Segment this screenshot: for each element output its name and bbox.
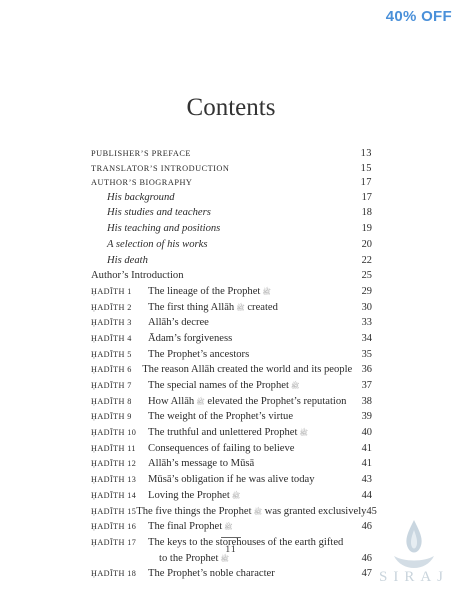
toc-entry [91, 148, 372, 163]
toc-entry-title [148, 568, 350, 579]
toc-entry-title [142, 364, 352, 375]
toc-entry-label: The Prophet’s ancestors [148, 348, 250, 360]
toc-entry-title [91, 207, 350, 218]
toc-entry [91, 474, 372, 490]
salutation-icon: ﷺ [253, 507, 263, 516]
toc-page-number: 25 [361, 270, 372, 282]
toc-entry-label: A selection of his works [107, 238, 208, 250]
hadith-number: ḤADĪTH 15 [91, 506, 137, 516]
salutation-icon: ﷺ [299, 429, 308, 438]
toc-page-number: 39 [361, 411, 372, 423]
hadith-number: ḤADĪTH 1 [91, 286, 132, 296]
toc-entry-title [148, 411, 350, 422]
toc-entry [91, 505, 377, 522]
toc-entry-title [91, 178, 350, 187]
hadith-number: ḤADĪTH 3 [91, 318, 132, 328]
toc-entry-title [148, 396, 350, 408]
hadith-number: ḤADĪTH 7 [91, 381, 132, 391]
toc-entry-title [148, 443, 350, 454]
toc-page-number: 17 [360, 177, 372, 189]
toc-entry [91, 163, 372, 178]
toc-entry-title [91, 239, 350, 250]
toc-entry-label-continued: elevated the Prophet’s reputation [204, 395, 347, 407]
toc-page-number: 17 [361, 191, 372, 203]
toc-entry-title [91, 223, 350, 234]
toc-entry [91, 223, 372, 239]
toc-page-number: 30 [361, 301, 372, 313]
toc-entry [91, 490, 372, 506]
toc-entry [91, 568, 372, 584]
toc-page-number: 35 [361, 348, 372, 360]
toc-entry [91, 286, 372, 302]
hadith-number: ḤADĪTH 18 [91, 569, 137, 579]
toc-page-number: 18 [361, 207, 372, 219]
toc-page-number: 37 [361, 380, 372, 392]
toc-entry-title [148, 380, 350, 392]
hadith-number: ḤADĪTH 4 [91, 333, 132, 343]
toc-entry-title [148, 317, 350, 328]
hadith-number: ḤADĪTH 14 [91, 490, 137, 500]
toc-entry-title [148, 474, 350, 485]
siraj-logo-wordmark: SIRAJ [378, 569, 449, 585]
toc-entry [91, 364, 372, 380]
hadith-number: ḤADĪTH 2 [91, 302, 132, 312]
toc-entry [91, 349, 372, 365]
toc-page-number: 34 [361, 332, 372, 344]
hadith-number: ḤADĪTH 8 [91, 396, 132, 406]
page-number-rule [221, 537, 241, 538]
toc-entry-title [148, 458, 350, 469]
toc-entry-label: The first thing Allāh [148, 301, 235, 313]
toc-page-number: 15 [360, 162, 372, 174]
hadith-number: ḤADĪTH 5 [91, 349, 132, 359]
toc-entry-label: The reason Allāh created the world and its people [142, 364, 353, 376]
hadith-number: ḤADĪTH 9 [91, 412, 132, 422]
salutation-icon: ﷺ [290, 382, 300, 391]
hadith-number: ḤADĪTH 11 [91, 443, 136, 453]
toc-entry [91, 239, 372, 255]
toc-entry-label: PUBLISHER’S PREFACE [91, 149, 191, 158]
toc-page-number: 38 [361, 395, 372, 407]
toc-entry-label: The Prophet’s noble character [148, 568, 275, 580]
toc-entry-label: His background [107, 191, 175, 203]
toc-entry-label: The weight of the Prophet’s virtue [148, 411, 294, 423]
toc-page-number: 22 [361, 254, 372, 266]
salutation-icon: ﷺ [231, 491, 241, 500]
toc-entry-label: Consequences of failing to believe [148, 442, 295, 454]
toc-entry [91, 380, 372, 396]
page-title: Contents [186, 94, 276, 121]
toc-entry-label: AUTHOR’S BIOGRAPHY [91, 178, 193, 188]
discount-badge: 40% OFF [385, 8, 452, 25]
salutation-icon: ﷺ [220, 554, 229, 563]
toc-page-number: 40 [361, 427, 372, 439]
salutation-icon: ﷺ [236, 303, 245, 312]
hadith-number: ḤADĪTH 6 [91, 365, 132, 375]
hadith-number: ḤADĪTH 17 [91, 537, 137, 547]
toc-entry [91, 255, 372, 271]
hadith-number: ḤADĪTH 16 [91, 522, 137, 532]
toc-entry-label: to the Prophet [159, 552, 219, 564]
hadith-number: ḤADĪTH 12 [91, 459, 137, 469]
toc-entry [91, 317, 372, 333]
toc-entry-title [91, 192, 350, 203]
toc-entry-title [91, 270, 350, 281]
toc-entry [91, 177, 372, 192]
toc-page-number: 41 [361, 458, 372, 470]
toc-page-number: 29 [361, 285, 372, 297]
toc-page-number: 47 [361, 568, 372, 580]
toc-page-number: 45 [366, 505, 377, 517]
salutation-icon: ﷺ [262, 287, 271, 296]
toc-entry-label: The special names of the Prophet [148, 380, 289, 392]
toc-entry-title [148, 490, 350, 502]
toc-entry [91, 396, 372, 412]
toc-entry-label-continued: was granted exclusively [262, 505, 367, 517]
toc-entry [91, 192, 372, 208]
toc-entry-label: Allāh’s message to Mūsā [148, 458, 255, 470]
toc-entry-title [91, 164, 350, 173]
toc-page-number: 46 [361, 552, 372, 564]
toc-entry-label: Mūsā’s obligation if he was alive today [148, 474, 315, 486]
toc-entry-label: The final Prophet [148, 521, 223, 533]
page-number: 11 [225, 545, 237, 555]
salutation-icon: ﷺ [224, 523, 233, 532]
toc-page-number: 44 [361, 489, 372, 501]
toc-entry-label: The five things the Prophet [136, 505, 252, 517]
toc-entry-title [148, 349, 350, 360]
toc-entry-title [91, 149, 350, 158]
toc-page-number: 13 [360, 148, 372, 159]
toc-entry [91, 207, 372, 223]
toc-entry-label: His studies and teachers [107, 207, 211, 219]
toc-entry [91, 411, 372, 427]
toc-entry-label: Ādam’s forgiveness [148, 332, 233, 344]
toc-entry-label: Loving the Prophet [148, 489, 230, 501]
hadith-number: ḤADĪTH 10 [91, 428, 137, 438]
toc-entry-title [148, 286, 350, 298]
toc-page-number: 20 [361, 238, 372, 250]
toc-entry [91, 521, 372, 537]
toc-entry-label: TRANSLATOR’S INTRODUCTION [91, 163, 230, 173]
toc-entry-label: How Allāh [148, 395, 195, 407]
toc-entry [91, 302, 372, 318]
toc-entry [91, 427, 372, 443]
toc-entry-label: Author’s Introduction [91, 270, 184, 282]
toc-entry-title [148, 521, 350, 533]
toc-entry [91, 443, 372, 459]
toc-page-number: 46 [361, 521, 372, 533]
toc-page-number: 33 [361, 317, 372, 329]
toc-entry [91, 458, 372, 474]
toc-entry-label: His death [107, 254, 148, 266]
toc-page-number: 43 [361, 474, 372, 486]
toc-entry-title [136, 506, 366, 518]
toc-entry-title [148, 427, 350, 439]
toc-entry-label: The lineage of the Prophet [148, 285, 261, 297]
toc-page-number: 19 [361, 223, 372, 235]
toc-entry-label: The keys to the storehouses of the earth gifted [148, 536, 344, 548]
toc-entry-title [91, 255, 350, 266]
toc-entry [91, 333, 372, 349]
hadith-number: ḤADĪTH 13 [91, 475, 137, 485]
salutation-icon: ﷺ [196, 397, 205, 406]
toc-entry-label-continued: created [244, 301, 278, 313]
toc-entry-label: His teaching and positions [107, 223, 221, 235]
toc-entry-label: Allāh’s decree [148, 317, 209, 329]
table-of-contents [91, 148, 377, 584]
toc-entry-title [148, 302, 350, 314]
toc-page-number: 41 [361, 442, 372, 454]
toc-entry [91, 270, 372, 286]
toc-entry-label: The truthful and unlettered Prophet [148, 427, 298, 439]
toc-entry-title [148, 333, 350, 344]
toc-page-number: 36 [361, 364, 372, 376]
